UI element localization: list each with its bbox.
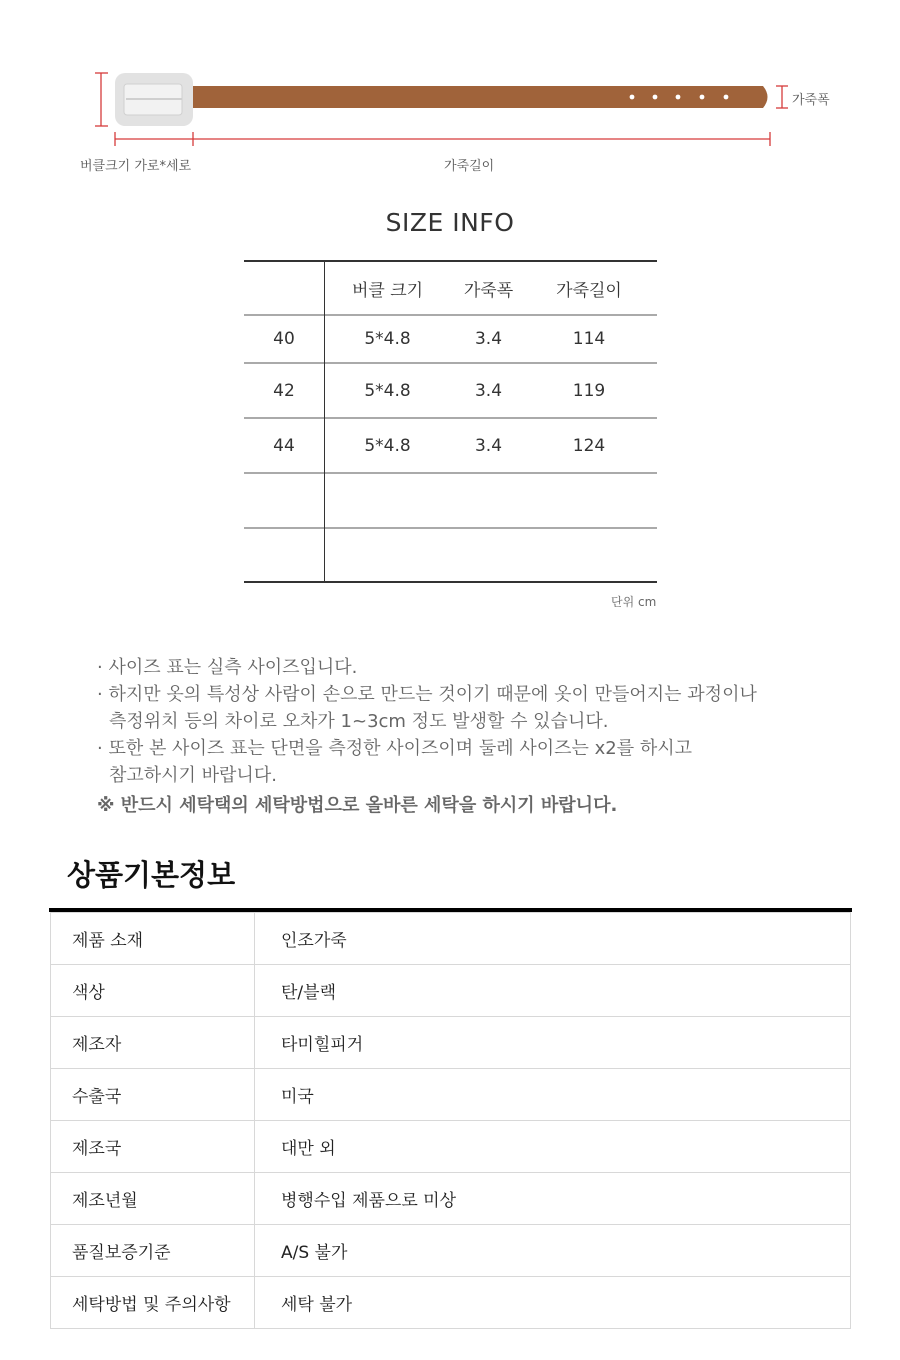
table-row [51, 1225, 851, 1277]
info-key: 색상 [51, 965, 255, 1017]
info-key: 세탁방법 및 주의사항 [51, 1277, 255, 1329]
info-value: 타미힐피거 [255, 1017, 851, 1069]
note-line: 측정위치 등의 차이로 오차가 1~3cm 정도 발생할 수 있습니다. [109, 711, 609, 732]
size-cell: 42 [273, 380, 295, 401]
header-strap-width: 가죽폭 [463, 280, 514, 301]
product-info-table [50, 912, 851, 1329]
size-cell: 44 [273, 435, 295, 456]
note-line: 참고하시기 바랍니다. [109, 765, 277, 786]
info-key: 수출국 [51, 1069, 255, 1121]
info-value: 세탁 불가 [255, 1277, 851, 1329]
size-table [244, 261, 657, 582]
info-key: 품질보증기준 [51, 1225, 255, 1277]
strap-width-label: 가죽폭 [792, 93, 830, 108]
table-row [51, 1069, 851, 1121]
info-value: 인조가죽 [255, 913, 851, 965]
length-cell: 119 [572, 380, 606, 401]
size-table-header [244, 261, 657, 315]
length-cell: 114 [572, 329, 606, 349]
header-buckle-size: 버클 크기 [351, 280, 424, 301]
size-cell: 40 [273, 329, 295, 349]
product-info-title: 상품기본정보 [67, 858, 236, 892]
table-row [51, 1121, 851, 1173]
unit-label: 단위 cm [611, 595, 657, 609]
table-row [244, 528, 657, 582]
note-line: · 사이즈 표는 실측 사이즈입니다. [97, 657, 358, 678]
buckle-cell: 5*4.8 [364, 329, 411, 349]
note-line: · 하지만 옷의 특성상 사람이 손으로 만드는 것이기 때문에 옷이 만들어지는 과정이나 [97, 684, 757, 705]
info-key: 제조자 [51, 1017, 255, 1069]
size-notes [97, 654, 857, 819]
table-row [51, 1173, 851, 1225]
table-row [51, 913, 851, 965]
width-cell: 3.4 [474, 380, 503, 401]
table-row [244, 363, 657, 418]
buckle-cell: 5*4.8 [364, 380, 411, 401]
buckle-cell: 5*4.8 [364, 435, 411, 456]
note-line: · 또한 본 사이즈 표는 단면을 측정한 사이즈이며 둘레 사이즈는 x2를 하시고 [97, 738, 693, 759]
size-info-title: SIZE INFO [385, 208, 515, 237]
info-key: 제품 소재 [51, 913, 255, 965]
info-value: 대만 외 [255, 1121, 851, 1173]
length-cell: 124 [572, 435, 606, 456]
info-value: 병행수입 제품으로 미상 [255, 1173, 851, 1225]
strap-length-label: 가죽길이 [444, 159, 495, 174]
table-row [244, 418, 657, 473]
table-row [51, 965, 851, 1017]
table-row [244, 473, 657, 528]
width-cell: 3.4 [474, 435, 503, 456]
info-key: 제조년월 [51, 1173, 255, 1225]
table-row [244, 315, 657, 363]
info-value: 미국 [255, 1069, 851, 1121]
width-cell: 3.4 [474, 329, 503, 349]
info-value: A/S 불가 [255, 1225, 851, 1277]
table-row [51, 1017, 851, 1069]
info-key: 제조국 [51, 1121, 255, 1173]
info-value: 탄/블랙 [255, 965, 851, 1017]
table-row [51, 1277, 851, 1329]
header-strap-length: 가죽길이 [556, 280, 622, 301]
buckle-size-label: 버클크기 가로*세로 [80, 159, 192, 174]
washing-warning: ※ 반드시 세탁택의 세탁방법으로 올바른 세탁을 하시기 바랍니다. [97, 795, 618, 816]
